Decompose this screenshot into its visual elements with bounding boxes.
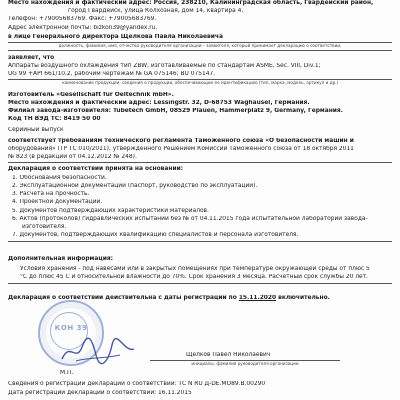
- email-line: Адрес электронной почты: bizkon39@yandex.ru.: [8, 25, 158, 31]
- validity-suffix: включительно.: [276, 295, 330, 301]
- registration-number: Сведения о регистрации декларации о соответствии: ТС N RU Д-DE.МО89.В.00290: [8, 381, 266, 387]
- serial-production: Серийный выпуск: [8, 127, 64, 133]
- basis-item: 4. Проектной документации.: [12, 199, 103, 205]
- address-line-2: город Гвардейск, улица Колхозная, дом 14, квартира 4.: [68, 8, 244, 14]
- manufacturer-name: Изготовитель «Gesellschaft für Oeltechnik mbH».: [8, 92, 174, 98]
- product-line-2: UG 99 +API 661/10.2, рабочим чертежам № GA 075146; BU 075147.: [8, 71, 216, 77]
- validity-date: 15.11.2020: [238, 295, 277, 301]
- signatory-name-caption: инициалы, фамилия руководителя организации: [191, 361, 299, 366]
- mp-mark: М.П.: [60, 370, 74, 376]
- additional-info-line-1: Условия хранения - под навесами или в закрытых помещениях при температуре окружающей среды от плюс 5: [20, 266, 370, 272]
- basis-item: изготовителя.: [22, 224, 67, 230]
- basis-item: 6. Актов (протоколов) гидравлических испытаний без № от 04.11.2015 года испытательной лаборатории завода-: [12, 216, 368, 222]
- signatory-name: Щелков Павел Николаевич: [186, 352, 271, 358]
- divider: [8, 283, 392, 284]
- tnved-code: Код ТН ВЭД ТС: 8419 50 00: [8, 116, 101, 122]
- divider: [8, 50, 392, 51]
- basis-item: 3. Расчета на прочность.: [12, 191, 90, 197]
- basis-item: 1. Обоснования безопасности.: [12, 175, 107, 181]
- divider: [8, 162, 392, 163]
- signatory-line: в лице Генерального директора Щелкова Павла Николаевича: [8, 34, 223, 40]
- basis-item: 2. Эксплуатационной документации (паспорт, руководство по эксплуатации).: [12, 183, 258, 189]
- basis-item: 7. Документов, подтверждающих квалификацию специалистов и персонала изготовителя.: [12, 232, 299, 238]
- compliance-line-3: № 823 (в редакции от 04.12.2012 № 248).: [8, 154, 137, 160]
- declares-label: заявляет, что: [8, 55, 55, 61]
- compliance-line-1: соответствует требованиям технического регламента Таможенного союза «О безопасности машин и: [8, 138, 354, 144]
- manufacturer-address: Место нахождения и фактический адрес: Lessingstr. 32, D-68753 Waghäusel, Германия.: [8, 100, 310, 106]
- handwritten-signature: [58, 333, 138, 369]
- additional-info-label: Дополнительная информация:: [8, 256, 113, 262]
- divider: [8, 241, 392, 242]
- signatory-caption: должность, фамилия, имя, отчество руководителя организации – заявителя, который принимает декларацию о соответствии,: [58, 43, 342, 48]
- registration-date: Дата регистрации декларации о соответствии: 16.11.2015: [8, 390, 192, 396]
- product-caption: наименование продукции, сведения о продукции, обеспечивающие ее идентификацию (тип, марка, модель, артикул и др.): [61, 80, 339, 85]
- basis-label: Декларация о соответствии принята на основании:: [8, 166, 184, 172]
- product-line-1: Аппараты воздушного охлаждения тип ZBW, изготавливаемые по стандартам ASME, Sec. VIII, Div.1;: [8, 63, 321, 69]
- manufacturer-branch: Филиал завода-изготовителя: Tubetech GmbH, 08529 Plauen, Hammerplatz 9, Germany, Германия.: [8, 108, 343, 114]
- compliance-line-2: оборудования» (ТР ТС 010/2011), утвержденного Решением Комиссии Таможенного союза от 18 октября 2011: [8, 146, 354, 152]
- validity-prefix: Декларация о соответствии действительна с даты регистрации по: [8, 295, 239, 301]
- basis-item: 5. Документов подтверждающих характеристики материалов.: [12, 208, 209, 214]
- phone-line: Телефон: +79005683769. Факс: +79005683769.: [8, 16, 157, 22]
- stamp-text: КОН 39: [54, 324, 88, 332]
- address-line-1: Место нахождения и фактический адрес: Россия, 238210, Калининградская область, Гвардейский район,: [8, 0, 374, 6]
- additional-info-line-2: °С до плюс 45 С и относительной влажности до 70%. Срок хранения 3 месяца. Расчетный срок службы 20 лет.: [20, 274, 368, 280]
